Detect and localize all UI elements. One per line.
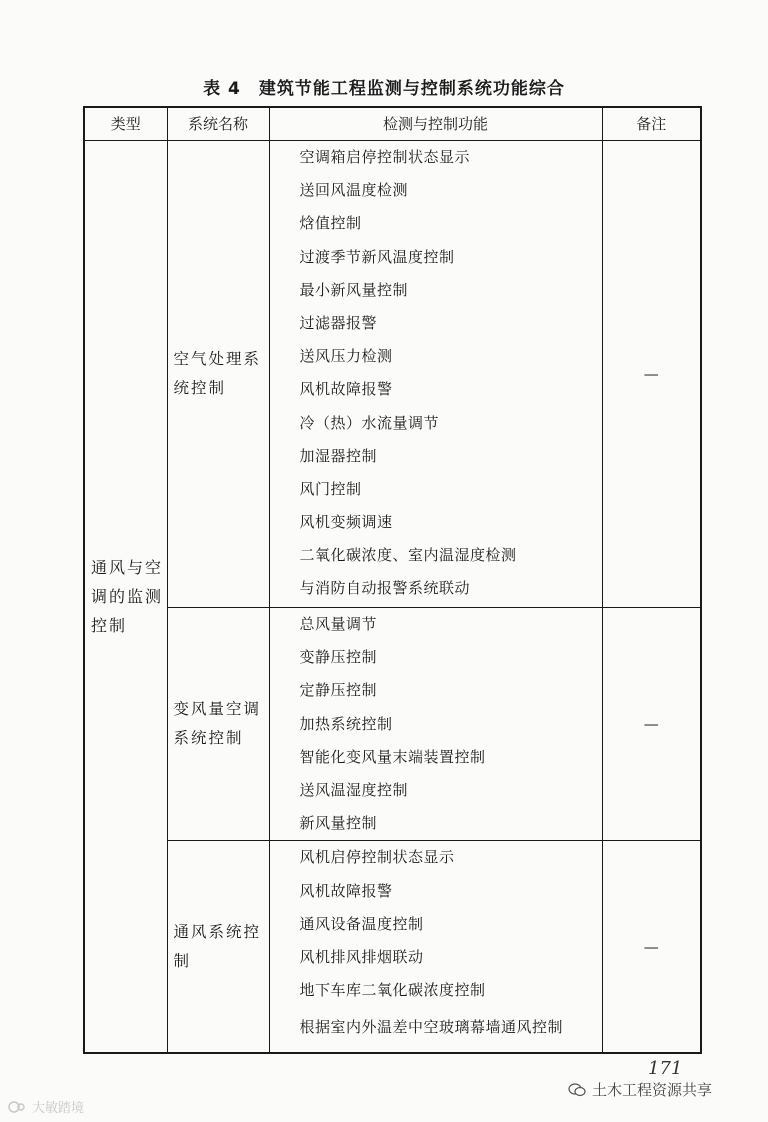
function-item: 冷（热）水流量调节 <box>299 413 440 432</box>
function-list <box>269 141 602 608</box>
function-item: 送风温湿度控制 <box>299 780 409 799</box>
function-list <box>269 608 602 841</box>
function-item: 送回风温度检测 <box>299 181 409 200</box>
function-item: 定静压控制 <box>299 681 378 700</box>
watermark-left <box>8 1097 84 1116</box>
function-item: 过渡季节新风温度控制 <box>299 247 455 266</box>
function-item: 风机故障报警 <box>299 380 393 399</box>
function-item: 加热系统控制 <box>299 714 393 733</box>
table-row <box>84 608 701 841</box>
function-item: 最小新风量控制 <box>299 280 409 299</box>
function-item: 总风量调节 <box>299 615 378 633</box>
header-note: 备注 <box>602 107 701 141</box>
function-table <box>83 106 702 1054</box>
table-title-text: 建筑节能工程监测与控制系统功能综合 <box>258 79 565 99</box>
type-label: 通风与空调的监测控制 <box>91 558 164 636</box>
function-item: 地下车库二氧化碳浓度控制 <box>299 981 486 1000</box>
table-number: 表 4 <box>203 79 241 99</box>
function-item: 与消防自动报警系统联动 <box>299 579 471 598</box>
header-type: 类型 <box>84 107 167 141</box>
system-name: 变风量空调系统控制 <box>173 700 262 748</box>
function-item: 加湿器控制 <box>299 446 378 465</box>
system-name: 通风系统控制 <box>173 922 262 970</box>
system-name: 空气处理系统控制 <box>173 350 262 397</box>
function-item: 送风压力检测 <box>299 347 393 366</box>
header-function: 检测与控制功能 <box>269 107 602 141</box>
system-cell-air-handling <box>167 141 269 608</box>
note-cell: — <box>602 141 701 608</box>
watermark-right-text: 土木工程资源共享 <box>592 1081 713 1099</box>
logo-icon <box>8 1100 26 1114</box>
page-number: 171 <box>648 1058 683 1079</box>
function-item: 智能化变风量末端装置控制 <box>299 747 486 766</box>
table-title <box>0 74 768 99</box>
header-system: 系统名称 <box>167 107 269 141</box>
function-item: 过滤器报警 <box>299 313 378 332</box>
function-item: 根据室内外温差中空玻璃幕墙通风控制 <box>299 1018 564 1037</box>
watermark-right <box>568 1079 712 1100</box>
function-item: 风机排风排烟联动 <box>299 947 424 966</box>
watermark-left-text: 大敏踏境 <box>32 1101 85 1116</box>
function-item: 空调箱启停控制状态显示 <box>299 148 471 166</box>
function-item: 新风量控制 <box>299 814 378 833</box>
note-cell: — <box>602 608 701 841</box>
function-item: 风机变频调速 <box>299 513 393 532</box>
type-cell <box>84 141 167 1054</box>
function-list <box>269 841 602 1054</box>
function-item: 变静压控制 <box>299 648 378 667</box>
table-row <box>84 841 701 1054</box>
system-cell-vav <box>167 608 269 841</box>
system-cell-ventilation <box>167 841 269 1054</box>
wechat-icon <box>568 1083 586 1097</box>
function-item: 通风设备温度控制 <box>299 914 424 933</box>
note-cell: — <box>602 841 701 1054</box>
function-item: 风机启停控制状态显示 <box>299 848 455 867</box>
function-item: 焓值控制 <box>299 214 362 233</box>
function-item: 风机故障报警 <box>299 881 393 900</box>
header-row <box>84 107 701 141</box>
table-row <box>84 141 701 608</box>
function-item: 风门控制 <box>299 479 362 498</box>
function-item: 二氧化碳浓度、室内温湿度检测 <box>299 546 517 565</box>
